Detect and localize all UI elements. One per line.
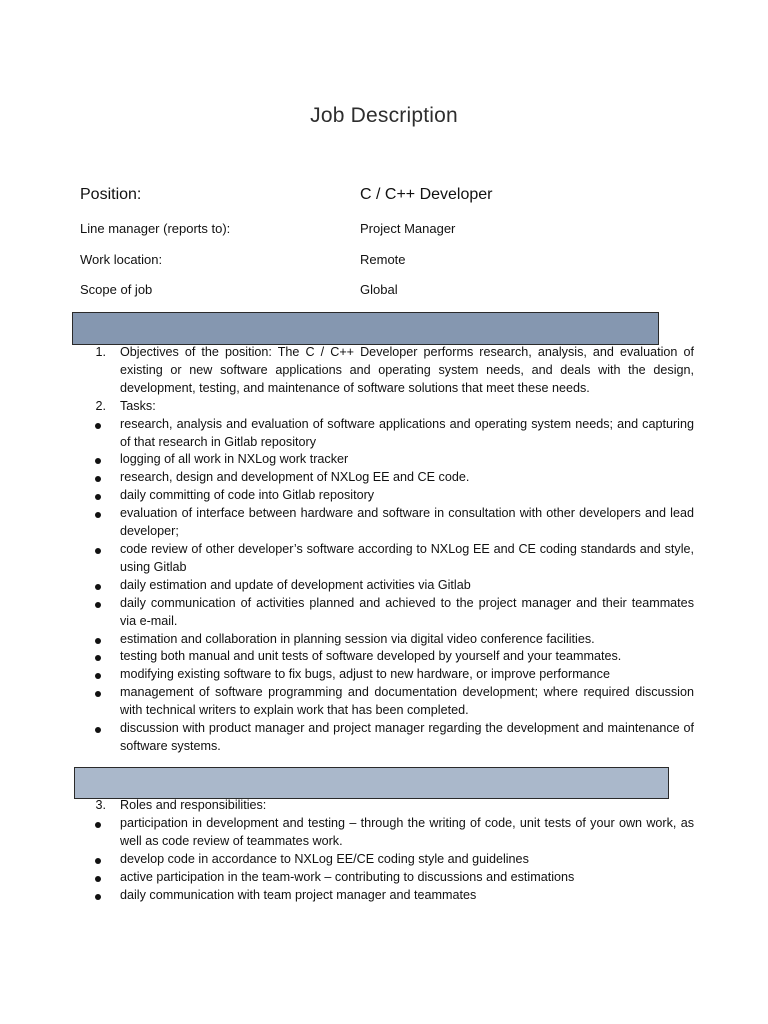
bullet-text: daily communication of activities planned and achieved to the project manager and their teammates via e-mail. [120, 595, 694, 628]
field-label: Scope of job [80, 282, 153, 297]
bullet-item [80, 684, 694, 720]
bullet-item [80, 666, 694, 684]
bullet-text: testing both manual and unit tests of software developed by yourself and your teammates. [120, 649, 622, 664]
bullet-text: research, analysis and evaluation of software applications and operating system needs; and capturing of that research in Gitlab repository [120, 416, 694, 449]
bullet-item [80, 505, 694, 541]
bullet-text: active participation in the team-work – contributing to discussions and estimations [120, 869, 575, 884]
bullet-text: code review of other developer’s software according to NXLog EE and CE coding standards and style, using Gitlab [120, 541, 694, 574]
bullet-text: daily communication with team project manager and teammates [120, 887, 477, 902]
bullet-icon [95, 602, 101, 608]
bullet-text: daily estimation and update of development activities via Gitlab [120, 577, 471, 592]
bullet-text: management of software programming and documentation development; where required discussion with technical writers to explain work that has been completed. [120, 685, 694, 718]
bullet-item [80, 648, 694, 666]
field-label: Line manager (reports to): [80, 221, 231, 236]
numbered-item [80, 398, 694, 416]
field-value: Project Manager [360, 221, 456, 236]
bullet-text: research, design and development of NXLog EE and CE code. [120, 470, 470, 485]
bullet-text: daily committing of code into Gitlab repository [120, 488, 375, 503]
section-header-band [74, 767, 669, 799]
bullet-item [80, 416, 694, 452]
bullet-text: estimation and collaboration in planning session via digital video conference facilities. [120, 631, 595, 646]
page-title: Job Description [310, 104, 458, 127]
bullet-icon [95, 494, 101, 500]
bullet-item [80, 469, 694, 487]
field-label: Position: [80, 186, 142, 203]
bullet-icon [95, 458, 101, 464]
bullet-icon [95, 727, 101, 733]
bullet-icon [95, 894, 101, 900]
item-text: Objectives of the position: The C / C++ Developer performs research, analysis, and evaluation of existing or new software applications and operating system needs, and deals with the design, development, testing, and maintenance of software solutions that meet these needs. [120, 345, 694, 395]
bullet-icon [95, 584, 101, 590]
item-number: 3. [95, 798, 106, 812]
field-label: Work location: [80, 252, 163, 267]
bullet-icon [95, 876, 101, 882]
bullet-item [80, 487, 694, 505]
bullet-icon [95, 423, 101, 429]
bullet-text: modifying existing software to fix bugs, adjust to new hardware, or improve performance [120, 667, 610, 682]
bullet-item [80, 869, 694, 887]
bullet-item [80, 851, 694, 869]
bullet-icon [95, 655, 101, 661]
bullet-icon [95, 548, 101, 554]
bullet-icon [95, 673, 101, 679]
numbered-item [80, 344, 694, 398]
section-header-band [72, 312, 659, 345]
field-value: Remote [360, 252, 406, 267]
bullet-icon [95, 638, 101, 644]
item-text: Roles and responsibilities: [120, 798, 267, 812]
field-value: Global [360, 282, 398, 297]
bullet-item [80, 720, 694, 756]
bullet-item [80, 577, 694, 595]
bullet-item [80, 815, 694, 851]
bullet-icon [95, 858, 101, 864]
bullet-text: participation in development and testing – through the writing of code, unit tests of your own work, as well as code review of teammates work. [120, 815, 694, 848]
bullet-item [80, 631, 694, 649]
item-text: Tasks: [120, 398, 156, 413]
bullet-icon [95, 691, 101, 697]
bullet-text: logging of all work in NXLog work tracker [120, 452, 349, 467]
bullet-icon [95, 476, 101, 482]
item-number: 1. [95, 345, 106, 359]
section-roles [80, 797, 694, 904]
field-value: C / C++ Developer [360, 186, 493, 203]
bullet-text: discussion with product manager and project manager regarding the development and maintenance of software systems. [120, 721, 694, 753]
bullet-item [80, 595, 694, 631]
bullet-text: evaluation of interface between hardware and software in consultation with other developers and lead developer; [120, 506, 694, 539]
bullet-icon [95, 512, 101, 518]
bullet-icon [95, 822, 101, 828]
section-objectives-tasks [80, 344, 694, 756]
bullet-text: develop code in accordance to NXLog EE/CE coding style and guidelines [120, 851, 529, 866]
numbered-item [80, 797, 694, 815]
bullet-item [80, 541, 694, 577]
bullet-item [80, 887, 694, 905]
item-number: 2. [95, 398, 106, 413]
bullet-item [80, 451, 694, 469]
